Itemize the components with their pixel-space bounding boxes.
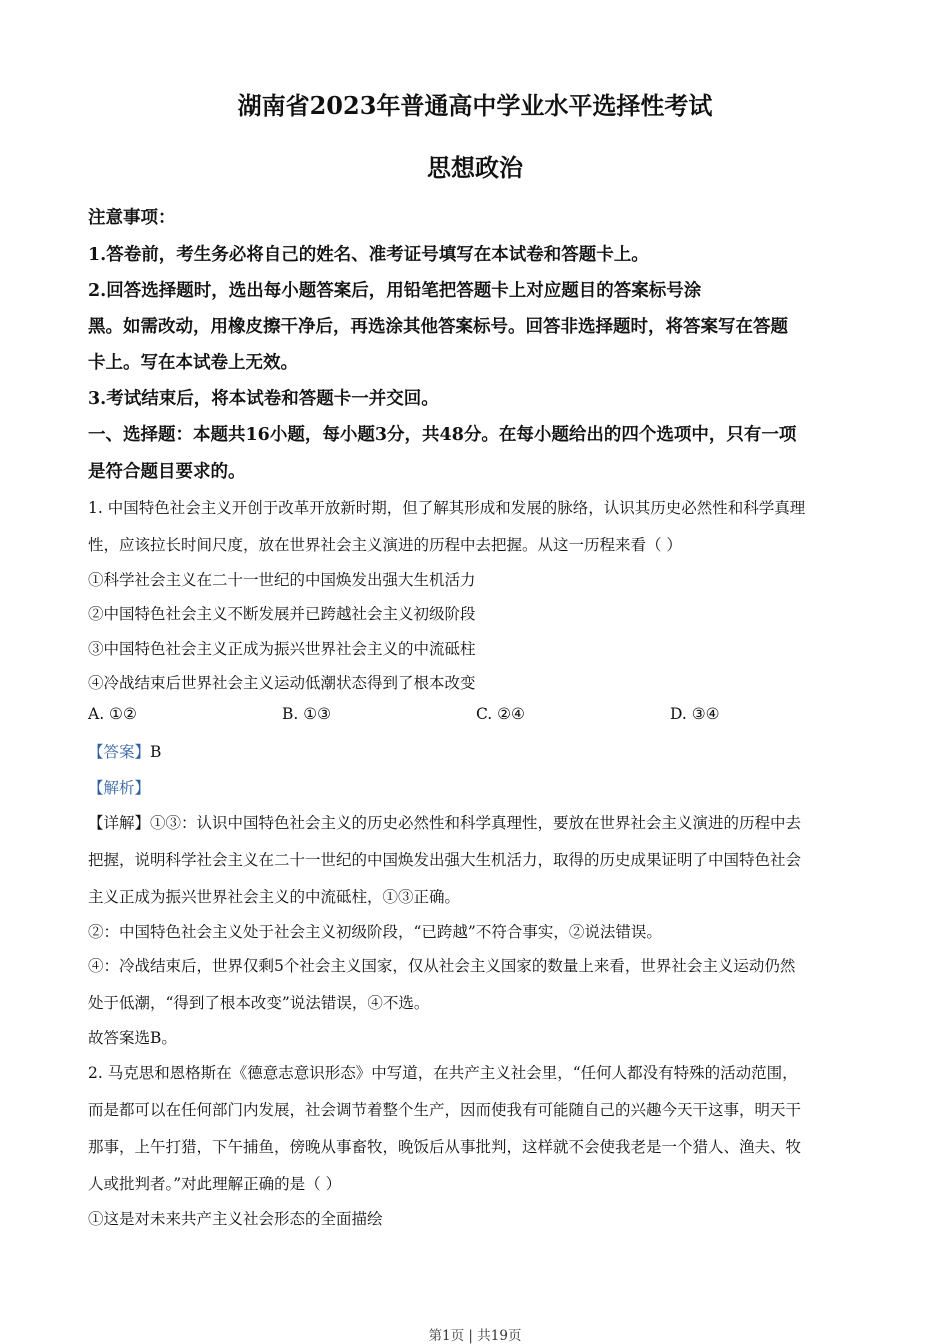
q1-option-b: B. ①③ — [282, 705, 332, 723]
q2-stem-line-3: 那事，上午打猎，下午捕鱼，傍晚从事畜牧，晚饭后从事批判，这样就不会使我老是一个猎人、渔夫、牧 — [88, 1138, 802, 1156]
q1-option-a: A. ①② — [88, 705, 137, 723]
q1-statement-3: ③中国特色社会主义正成为振兴世界社会主义的中流砥柱 — [88, 640, 476, 658]
q1-statement-2: ②中国特色社会主义不断发展并已跨越社会主义初级阶段 — [88, 605, 476, 623]
q1-stem-line-2: 性，应该拉长时间尺度，放在世界社会主义演进的历程中去把握。从这一历程来看（ ） — [88, 536, 682, 554]
notice-heading: 注意事项： — [88, 208, 176, 228]
section-heading-line-2: 是符合题目要求的。 — [88, 462, 246, 482]
q1-answer — [88, 740, 868, 762]
q1-stem-line-1: 1. 中国特色社会主义开创于改革开放新时期，但了解其形成和发展的脉络，认识其历史必然性和科学真理 — [88, 499, 806, 517]
q1-detail-line-4: ②：中国特色社会主义处于社会主义初级阶段，“已跨越”不符合事实，②说法错误。 — [88, 923, 662, 941]
q1-option-c: C. ②④ — [476, 705, 525, 723]
q1-conclusion: 故答案选B。 — [88, 1029, 177, 1047]
q1-detail-line-3: 主义正成为振兴世界社会主义的中流砥柱，①③正确。 — [88, 888, 461, 906]
analysis-tag: 【解析】 — [88, 779, 151, 797]
q1-detail-line-1: 【详解】①③：认识中国特色社会主义的历史必然性和科学真理性，要放在世界社会主义演进的历程中去 — [88, 814, 802, 832]
notice-item-3: 3.考试结束后，将本试卷和答题卡一并交回。 — [88, 389, 439, 409]
q1-detail-line-6: 处于低潮，“得到了根本改变”说法错误，④不选。 — [88, 994, 430, 1012]
subject-title: 思想政治 — [427, 153, 523, 182]
exam-title: 湖南省2023年普通高中学业水平选择性考试 — [237, 91, 713, 120]
q2-stem-line-1: 2. 马克思和恩格斯在《德意志意识形态》中写道，在共产主义社会里，“任何人都没有特殊的活动范围， — [88, 1064, 798, 1082]
notice-item-2-line-2: 黑。如需改动，用橡皮擦干净后，再选涂其他答案标号。回答非选择题时，将答案写在答题 — [88, 317, 788, 337]
q1-option-d: D. ③④ — [670, 705, 720, 723]
notice-item-1: 1.答卷前，考生务必将自己的姓名、准考证号填写在本试卷和答题卡上。 — [88, 245, 649, 265]
notice-item-2-line-1: 2.回答选择题时，选出每小题答案后，用铅笔把答题卡上对应题目的答案标号涂 — [88, 281, 702, 301]
section-heading-line-1: 一、选择题：本题共16小题，每小题3分，共48分。在每小题给出的四个选项中，只有一项 — [88, 425, 797, 445]
q1-statement-4: ④冷战结束后世界社会主义运动低潮状态得到了根本改变 — [88, 674, 476, 692]
page-footer: 第1页 | 共19页 — [428, 1328, 522, 1344]
q1-detail-line-5: ④：冷战结束后，世界仅剩5个社会主义国家，仅从社会主义国家的数量上来看，世界社会主义运动仍然 — [88, 957, 796, 975]
answer-tag: 【答案】 — [88, 743, 151, 761]
answer-value: B — [150, 743, 162, 761]
q1-detail-line-2: 把握，说明科学社会主义在二十一世纪的中国焕发出强大生机活力，取得的历史成果证明了中国特色社会 — [88, 851, 802, 869]
notice-item-2-line-3: 卡上。写在本试卷上无效。 — [88, 353, 298, 373]
q2-stem-line-4: 人或批判者。”对此理解正确的是（ ） — [88, 1175, 342, 1193]
q1-statement-1: ①科学社会主义在二十一世纪的中国焕发出强大生机活力 — [88, 571, 476, 589]
q2-stem-line-2: 而是都可以在任何部门内发展，社会调节着整个生产，因而使我有可能随自己的兴趣今天干这事，明天干 — [88, 1101, 802, 1119]
q2-statement-1: ①这是对未来共产主义社会形态的全面描绘 — [88, 1210, 383, 1228]
